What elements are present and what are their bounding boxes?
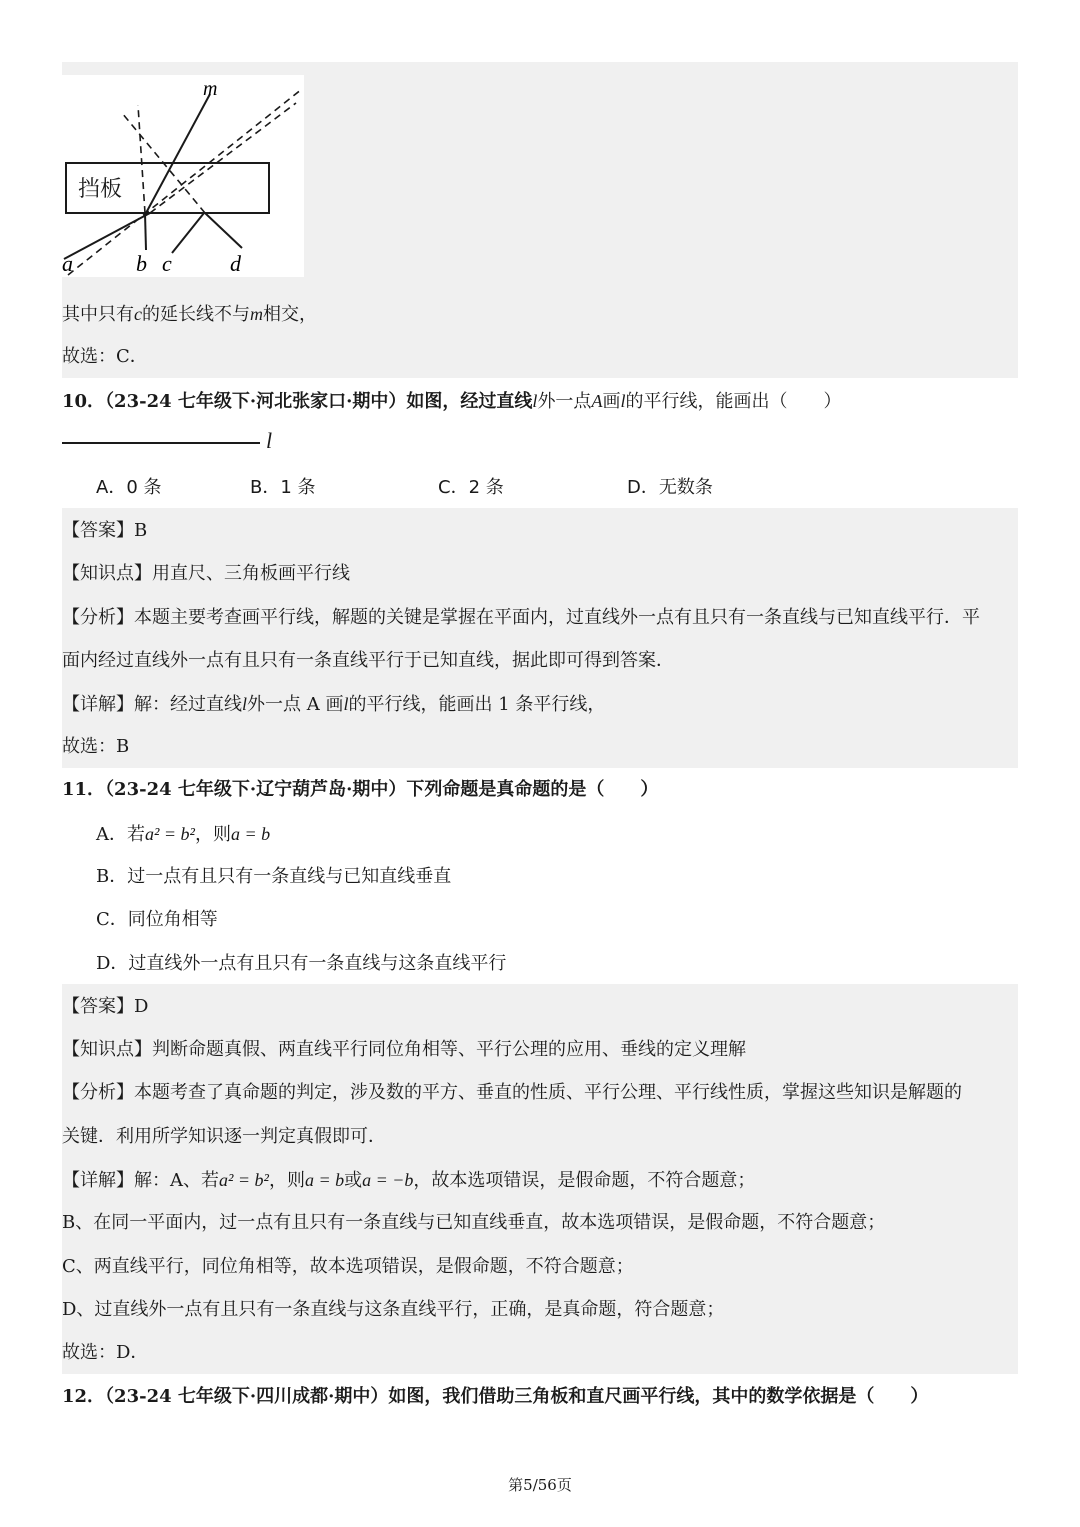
- line-l: [62, 442, 260, 444]
- board-label: 挡板: [78, 177, 123, 202]
- line-b-solid: [145, 213, 146, 250]
- q11-option-d: D．过直线外一点有且只有一条直线与这条直线平行: [96, 953, 507, 974]
- q10-analysis-2: 面内经过直线外一点有且只有一条直线平行于已知直线，据此即可得到答案．: [62, 650, 674, 671]
- q9-explanation: 其中只有c的延长线不与m相交，: [62, 304, 317, 325]
- q10-answer: 【答案】B: [62, 520, 148, 541]
- q10-option-b: B．1 条: [250, 477, 316, 498]
- q11-analysis-1: 【分析】本题考查了真命题的判定，涉及数的平方、垂直的性质、平行公理、平行线性质，掌握这些知识是解题的: [62, 1082, 962, 1103]
- q10-analysis-1: 【分析】本题主要考查画平行线，解题的关键是掌握在平面内，过直线外一点有且只有一条直线与已知直线平行．平: [62, 607, 980, 628]
- line-d-solid: [205, 213, 242, 248]
- label-a: a: [62, 251, 73, 276]
- q10-knowledge: 【知识点】用直尺、三角板画平行线: [62, 563, 350, 584]
- q11-answer: 【答案】D: [62, 996, 149, 1017]
- line-a-dashed: [150, 103, 296, 213]
- label-c: c: [162, 251, 172, 276]
- q9-figure: [62, 75, 304, 277]
- q11-choose: 故选：D．: [62, 1342, 149, 1363]
- q11-detail-a: 【详解】解：A、若a² = b²，则a = b或a = −b，故本选项错误，是假命题，不符合题意；: [62, 1170, 756, 1191]
- line-b-dashed: [138, 105, 145, 213]
- q10-line-figure: [62, 428, 282, 456]
- label-b: b: [136, 251, 147, 276]
- q10-option-d: D．无数条: [627, 477, 713, 498]
- q11-option-a: A．若a² = b²，则a = b: [96, 824, 271, 845]
- baffle-lines-diagram: [62, 75, 304, 277]
- q11-detail-d: D、过直线外一点有且只有一条直线与这条直线平行，正确，是真命题，符合题意；: [62, 1299, 725, 1320]
- page-number: 第5/56页: [508, 1476, 572, 1494]
- label-m: m: [203, 78, 218, 100]
- q10-choose: 故选：B: [62, 736, 130, 757]
- q11-detail-b: B、在同一平面内，过一点有且只有一条直线与已知直线垂直，故本选项错误，是假命题，不符合题意；: [62, 1212, 886, 1233]
- label-d: d: [230, 251, 241, 276]
- q10-stem: 10．（23-24 七年级下·河北张家口·期中）如图，经过直线l外一点A画l的平行线，能画出（ ）: [62, 391, 842, 412]
- q10-option-a: A．0 条: [96, 477, 162, 498]
- q11-option-c: C．同位角相等: [96, 909, 218, 930]
- q10-detail: 【详解】解：经过直线l外一点 A 画l的平行线，能画出 1 条平行线，: [62, 694, 606, 715]
- q11-stem: 11．（23-24 七年级下·辽宁葫芦岛·期中）下列命题是真命题的是（ ）: [62, 779, 659, 800]
- line-l-label: l: [266, 428, 273, 453]
- q11-analysis-2: 关键．利用所学知识逐一判定真假即可．: [62, 1126, 386, 1147]
- q11-option-b: B．过一点有且只有一条直线与已知直线垂直: [96, 866, 452, 887]
- q11-knowledge: 【知识点】判断命题真假、两直线平行同位角相等、平行公理的应用、垂线的定义理解: [62, 1039, 746, 1060]
- q10-solution-block: [62, 508, 1018, 768]
- q11-detail-c: C、两直线平行，同位角相等，故本选项错误，是假命题，不符合题意；: [62, 1256, 634, 1277]
- line-c-solid: [172, 213, 204, 253]
- q9-choose: 故选：C．: [62, 346, 148, 367]
- q10-option-c: C．2 条: [438, 477, 504, 498]
- q12-stem: 12．（23-24 七年级下·四川成都·期中）如图，我们借助三角板和直尺画平行线，其中的数学依据是（ ）: [62, 1386, 929, 1407]
